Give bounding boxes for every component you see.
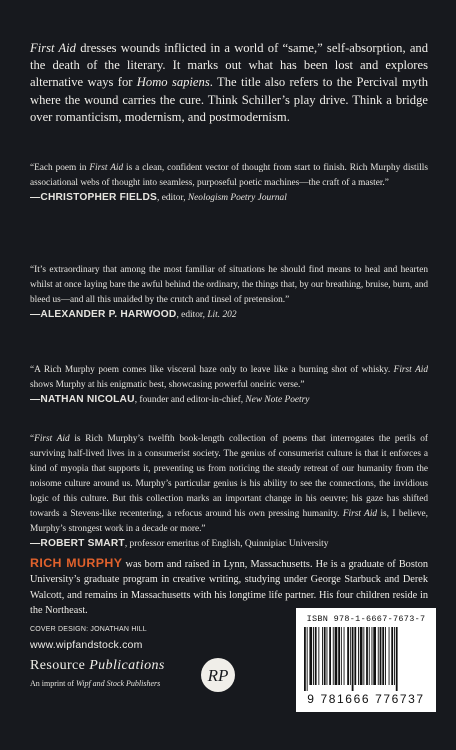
barcode-bar — [327, 627, 328, 685]
publisher-logo-icon — [200, 657, 236, 693]
publisher-website[interactable]: www.wipfandstock.com — [30, 639, 143, 651]
blurb-quote-3 — [30, 363, 428, 407]
book-description — [30, 40, 428, 126]
quote-text-part: “Each poem in — [30, 163, 90, 173]
barcode-icon — [302, 627, 430, 691]
quote-text — [30, 263, 428, 308]
quote-title-italic: First Aid — [393, 365, 428, 375]
barcode-bar — [389, 627, 390, 685]
quote-publication: Neologism Poetry Journal — [187, 193, 287, 203]
quote-text-part: “A Rich Murphy poem comes like visceral haze only to leave like a burning shot of whisky. — [30, 365, 394, 375]
quote-publication: Lit. 202 — [207, 310, 237, 320]
quote-attribution — [30, 393, 428, 407]
blurb-quote-2 — [30, 263, 428, 322]
barcode-bar — [373, 627, 376, 685]
barcode-bar — [347, 627, 349, 685]
barcode-bar — [329, 627, 331, 685]
quote-title-italic: First Aid — [34, 434, 70, 444]
barcode-bar — [313, 627, 314, 685]
quote-title-italic: First Aid — [342, 509, 378, 519]
quote-text-part: is a clean, confident vector of thought from start to finish. Rich Murphy distills associational webs of thought into seamless, purposeful poetic machines—the craft of a master.” — [30, 163, 428, 188]
blurb-quote-1 — [30, 161, 428, 205]
barcode-bar — [304, 627, 306, 691]
book-title-italic: First Aid — [30, 41, 76, 55]
publisher-name — [30, 658, 165, 674]
author-name: RICH MURPHY — [30, 556, 123, 570]
quote-author: —ALEXANDER P. HARWOOD — [30, 309, 177, 320]
quote-role: , professor emeritus of English, Quinnipiac University — [124, 539, 329, 549]
quote-author: —NATHAN NICOLAU — [30, 394, 135, 405]
barcode-bar — [391, 627, 393, 685]
quote-role: , founder and editor-in-chief, — [134, 395, 246, 405]
publisher-name-part-2: Publications — [89, 658, 165, 673]
publisher-logo-text: RP — [207, 666, 229, 685]
barcode-number: 9 781666 776737 — [307, 692, 425, 706]
quote-open-mark: “ — [30, 434, 35, 444]
quote-text — [30, 161, 428, 191]
barcode-bar — [369, 627, 370, 685]
author-bio-text: was born and raised in Lynn, Massachusetts. He is a graduate of Boston University’s graduate program in creative writing, studying under George Starbuck and Derek Walcott, and remains in Massachusetts with his longtime life partner. His four children reside in the Northeast. — [30, 559, 428, 617]
barcode-bar — [382, 627, 384, 685]
quote-attribution — [30, 537, 428, 551]
barcode-bar — [354, 627, 356, 685]
quote-title-italic: First Aid — [89, 163, 124, 173]
publisher-name-part-1: Resource — [30, 658, 90, 673]
imprint-publisher: Wipf and Stock Publishers — [76, 679, 161, 688]
quote-text — [30, 363, 428, 393]
quote-author: —ROBERT SMART — [30, 538, 125, 549]
barcode-bar — [338, 627, 340, 685]
barcode-bar — [324, 627, 326, 685]
barcode-bar — [341, 627, 342, 685]
quote-text-part: is Rich Murphy’s twelfth book-length collection of poems that interrogates the perils of surviving half-lived lives in a consumerist society. The genius of consumerist culture is that it enforces a kind of myopia that supports it, preventing us from noticing the steady retreat of our humanity from the noisome culture around us. Murphy’s particular genius is his ability to see the connections, the invidious logic of this culture. But this collection marks an important change in his oeuvre; his gaze has shifted towards a Stevens-like recentering, a refocus around his own pressing humanity. — [30, 434, 428, 519]
blurb-quote-4 — [30, 432, 428, 551]
isbn-barcode — [296, 608, 436, 712]
barcode-bar — [372, 627, 373, 685]
description-text-2: . The title also refers to the Percival myth where the wound carries the cure. Think Schiller’s play drive. Think a bridge over romanticism, modernism, and postmodernism. — [30, 75, 428, 124]
description-text-1: dresses wounds inflicted in a world of “same,” self-absorption, and the death of the literary. It marks out what has been lost and explores alternative ways for — [30, 41, 429, 90]
barcode-bar — [318, 627, 319, 685]
quote-author: —CHRISTOPHER FIELDS — [30, 192, 158, 203]
barcode-bar — [394, 627, 395, 685]
barcode-bar — [380, 627, 382, 685]
barcode-bar — [352, 627, 354, 691]
barcode-bar — [307, 627, 308, 691]
species-italic: Homo sapiens — [136, 75, 210, 90]
barcode-bar — [363, 627, 364, 685]
barcode-bar — [385, 627, 386, 685]
quote-publication: New Note Poetry — [245, 395, 310, 405]
barcode-bar — [360, 627, 363, 685]
barcode-bar — [350, 627, 351, 685]
barcode-bar — [344, 627, 345, 685]
barcode-bar — [358, 627, 359, 685]
barcode-bar — [366, 627, 368, 685]
publisher-imprint — [30, 679, 160, 688]
barcode-bar — [315, 627, 317, 685]
isbn-label: ISBN 978-1-6667-7673-7 — [306, 614, 426, 624]
cover-design-credit: COVER DESIGN: JONATHAN HILL — [30, 626, 147, 633]
barcode-bar — [378, 627, 379, 685]
barcode-bar — [335, 627, 338, 685]
quote-role: , editor, — [157, 193, 188, 203]
imprint-prefix: An imprint of — [30, 679, 76, 688]
barcode-bar — [309, 627, 312, 685]
barcode-bar — [396, 627, 398, 691]
quote-role: , editor, — [176, 310, 208, 320]
barcode-bar — [322, 627, 323, 685]
quote-text-part: is, I believe, Murphy’s strongest work in a decade or more.” — [30, 509, 428, 534]
quote-text-part: shows Murphy at his enigmatic best, showcasing powerful oneiric verse.” — [30, 380, 305, 390]
quote-text-part: “It’s extraordinary that among the most familiar of situations he should find means to heal and hearten whilst at once laying bare the awful behind the ordinary, the things that, by our breathing, bruise, burn, and bleed us—and all this unaided by the crutch and tinsel of pretension.” — [30, 265, 428, 305]
barcode-bar — [333, 627, 334, 685]
quote-attribution — [30, 308, 428, 322]
quote-text — [30, 432, 428, 537]
quote-attribution — [30, 191, 428, 205]
